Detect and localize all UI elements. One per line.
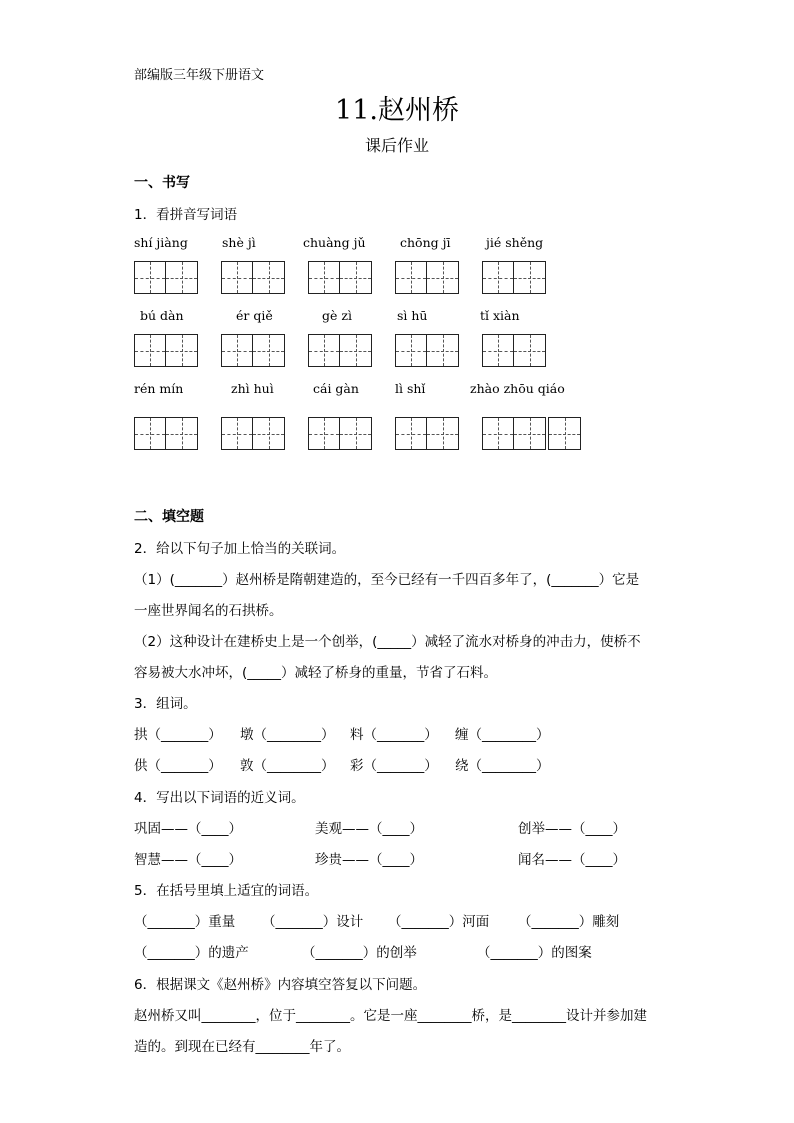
synonym-item[interactable]: 珍贵——（____） (315, 852, 423, 868)
pinyin-label: ér qiě (236, 308, 273, 323)
page-title: 11.赵州桥 (335, 95, 459, 126)
pinyin-label: chōng jī (400, 235, 451, 250)
pinyin-label: sì hū (397, 308, 428, 323)
fill-word-item[interactable]: （_______）河面 (388, 914, 490, 930)
word-group-item[interactable]: 墩（________） (240, 727, 335, 743)
word-group-item[interactable]: 敦（________） (240, 758, 335, 774)
writing-grid[interactable] (482, 334, 546, 367)
word-group-item[interactable]: 缠（________） (455, 727, 550, 743)
pinyin-label: jié shěng (486, 235, 544, 250)
synonym-item[interactable]: 创举——（____） (518, 821, 626, 837)
fill-word-item[interactable]: （_______）设计 (262, 914, 364, 930)
pinyin-label: chuàng jǔ (303, 235, 366, 250)
question-2-line: 容易被大水冲坏，(_____）减轻了桥身的重量，节省了石料。 (134, 665, 498, 681)
synonym-item[interactable]: 美观——（____） (315, 821, 423, 837)
word-group-item[interactable]: 料（_______） (350, 727, 438, 743)
word-group-item[interactable]: 供（_______） (134, 758, 222, 774)
writing-grid[interactable] (395, 334, 459, 367)
fill-word-item[interactable]: （_______）的遗产 (134, 945, 249, 961)
question-3: 3．组词。 (134, 696, 197, 712)
page-subtitle: 课后作业 (364, 136, 429, 155)
word-group-item[interactable]: 彩（_______） (350, 758, 438, 774)
question-2-line: 一座世界闻名的石拱桥。 (134, 603, 283, 619)
question-1: 1．看拼音写词语 (134, 207, 238, 223)
fill-word-item[interactable]: （_______）的创举 (302, 945, 417, 961)
question-4: 4．写出以下词语的近义词。 (134, 790, 305, 806)
section-heading-fill-in: 二、填空题 (134, 509, 204, 525)
question-2-line: （2）这种设计在建桥史上是一个创举，(_____）减轻了流水对桥身的冲击力，使桥不 (134, 634, 641, 650)
writing-grid[interactable] (482, 417, 546, 450)
question-6: 6．根据课文《赵州桥》内容填空答复以下问题。 (134, 977, 427, 993)
document-header: 部编版三年级下册语文 (134, 68, 265, 83)
writing-grid[interactable] (308, 261, 372, 294)
pinyin-label: shí jiàng (134, 235, 188, 250)
fill-word-item[interactable]: （_______）重量 (134, 914, 236, 930)
writing-grid[interactable] (221, 417, 285, 450)
writing-grid[interactable] (221, 261, 285, 294)
writing-grid[interactable] (221, 334, 285, 367)
question-6-line[interactable]: 赵州桥又叫________，位于________。它是一座________桥，是________设计并参加建 (134, 1008, 647, 1024)
pinyin-label: rén mín (134, 381, 184, 396)
pinyin-label: zhào zhōu qiáo (470, 381, 565, 396)
writing-grid[interactable] (482, 261, 546, 294)
pinyin-label: zhì huì (231, 381, 274, 396)
question-5: 5．在括号里填上适宜的词语。 (134, 883, 319, 899)
section-heading-writing: 一、书写 (134, 175, 190, 191)
word-group-item[interactable]: 拱（_______） (134, 727, 222, 743)
synonym-item[interactable]: 巩固——（____） (134, 821, 242, 837)
fill-word-item[interactable]: （_______）雕刻 (518, 914, 620, 930)
writing-grid[interactable] (134, 417, 198, 450)
writing-grid[interactable] (395, 261, 459, 294)
synonym-item[interactable]: 闻名——（____） (518, 852, 626, 868)
writing-grid-single[interactable] (548, 417, 581, 450)
writing-grid[interactable] (308, 334, 372, 367)
writing-grid[interactable] (308, 417, 372, 450)
pinyin-label: tǐ xiàn (480, 308, 520, 323)
writing-grid[interactable] (134, 334, 198, 367)
pinyin-label: bú dàn (140, 308, 184, 323)
synonym-item[interactable]: 智慧——（____） (134, 852, 242, 868)
fill-word-item[interactable]: （_______）的图案 (477, 945, 592, 961)
question-2: 2．给以下句子加上恰当的关联词。 (134, 541, 346, 557)
pinyin-label: shè jì (222, 235, 256, 250)
pinyin-label: gè zì (322, 308, 352, 323)
writing-grid[interactable] (395, 417, 459, 450)
word-group-item[interactable]: 绕（________） (455, 758, 550, 774)
question-6-line[interactable]: 造的。到现在已经有________年了。 (134, 1039, 350, 1055)
writing-grid[interactable] (134, 261, 198, 294)
pinyin-label: cái gàn (313, 381, 359, 396)
question-2-line: （1）(_______）赵州桥是隋朝建造的，至今已经有一千四百多年了，(_______）它是 (134, 572, 640, 588)
pinyin-label: lì shǐ (395, 381, 426, 396)
